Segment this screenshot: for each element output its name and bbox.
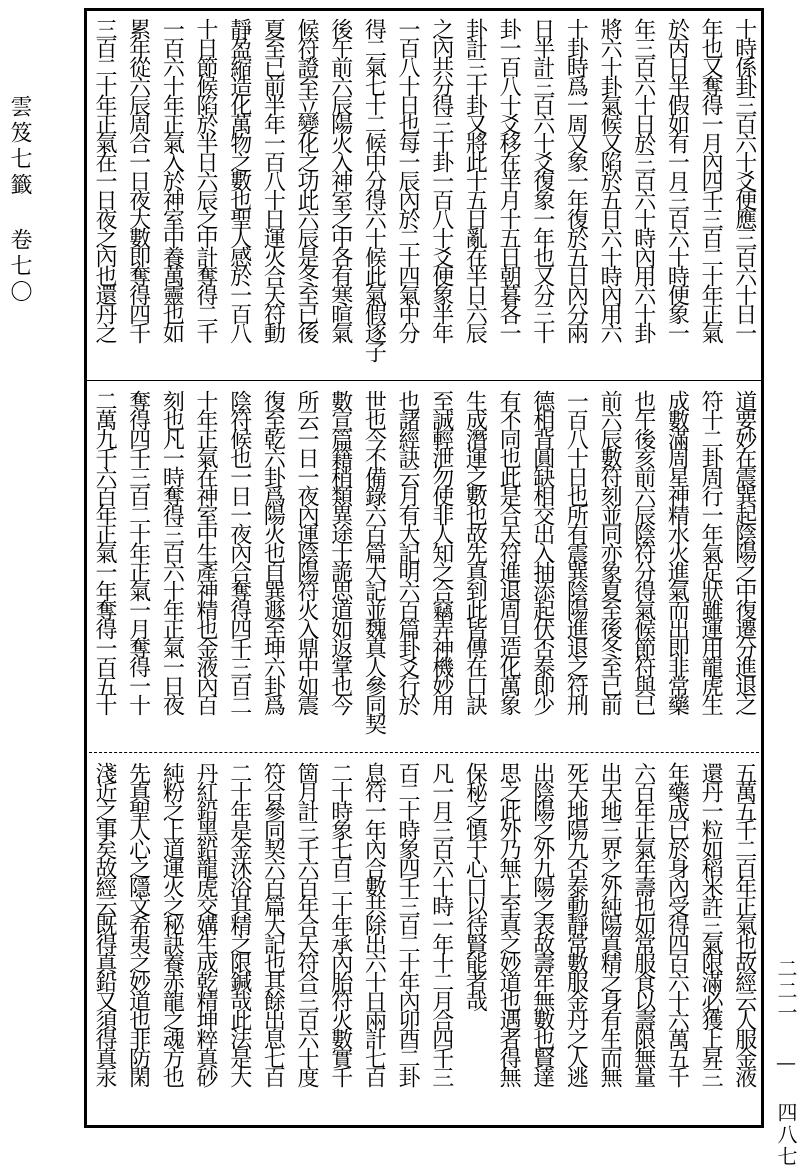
section-divider-upper <box>84 380 764 381</box>
text-column: 一百六十年正氣入於神室中養萬靈也如 <box>159 18 185 341</box>
text-section-bottom <box>90 762 758 1117</box>
text-column: 符十二卦周行一年氣足狀雖運用龍虎生 <box>698 390 724 713</box>
text-section-top <box>90 18 758 373</box>
text-column: 日半計三百六十爻復象一年也又分三十 <box>529 18 555 341</box>
text-column: 候符證至立變化之功此六辰是冬至已後 <box>294 18 320 341</box>
text-column: 奪得四千三百二十年正氣一月奪得一十 <box>125 390 151 713</box>
text-column: 累年從六辰周合一日夜大數即奪得四千 <box>125 18 151 341</box>
text-column: 一百八十日也每一辰內於二十四氣中分 <box>395 18 421 341</box>
text-column: 年三百六十日於三百六十時內用六十卦 <box>630 18 656 341</box>
text-column: 十日節候陷於半日六辰之中計奪得二千 <box>193 18 219 341</box>
text-column: 二十時象七百二十年承內胎符火數實千 <box>327 762 353 1085</box>
text-column: 至誠輕泄勿使非人知之合竊弄神機妙用 <box>428 390 454 713</box>
text-column: 出天地三界之外純陽真精之身有生而無 <box>597 762 623 1085</box>
text-column: 所云一日一夜內運陰陽符火入鼎中如震 <box>294 390 320 713</box>
text-column: 年也又奪得一月內四千三百二十年正氣 <box>698 18 724 341</box>
text-column: 刻也凡一時奪得三百六十年正氣一日夜 <box>159 390 185 713</box>
text-column: 二十年是金沐浴其精之限鍼哉此法是大 <box>226 762 252 1085</box>
text-column: 純粉之上道運火之秘訣養赤龍之魂方也 <box>159 762 185 1085</box>
text-column: 得二氣七十二候中分得六十候此氣假逐子 <box>361 18 387 360</box>
text-column: 符合參同契六百篇大記也其餘出息七百 <box>260 762 286 1085</box>
text-column: 於丙日半假如有一月三百六十時便象一 <box>664 18 690 341</box>
text-column: 靜盈縮造化萬物之數也聖人感於一百八 <box>226 18 252 341</box>
text-column: 箇月計三千六百年合天符合三百六十度 <box>294 762 320 1085</box>
text-column: 還丹一粒如稻米許三氣限滿必獲上昇三 <box>698 762 724 1085</box>
text-column: 前六辰數符刻並同亦象夏至後冬至已前 <box>597 390 623 713</box>
text-column: 卦計三十卦又將此十五日亂在半日六辰 <box>462 18 488 341</box>
text-column: 先真聖人心之隱文希夷之妙道也非防閑 <box>125 762 151 1085</box>
text-column: 丹紅鉛黑鉛龍虎交媾生成乾精坤粹真砂 <box>193 762 219 1085</box>
section-divider-lower <box>84 752 764 753</box>
text-column: 保秘之慎于心口以待賢能者哉 <box>462 762 488 1009</box>
text-column: 德相背圓缺相交出入抽添起伏否泰即少 <box>529 390 555 713</box>
text-column: 十卦時爲一周又象一年復於五日內分兩 <box>563 18 589 341</box>
text-column: 也午後亥前六辰陰符分得氣候節符與已 <box>630 390 656 713</box>
text-column: 卦一百八十爻移在半月十五日朝暮各一 <box>496 18 522 341</box>
book-title-margin: 雲笈七籤 卷七〇 <box>7 95 32 306</box>
text-column: 三百二十年正氣在一日夜之內也還丹之 <box>92 18 117 341</box>
text-column: 一百八十日也所有震巽陰陽進退之符刑 <box>563 390 589 713</box>
text-section-middle <box>90 390 758 745</box>
text-column: 死天地陽九否泰動靜常數服金丹之人逃 <box>563 762 589 1085</box>
text-column: 成數滿周星神精水火進氣而出即非常藥 <box>664 390 690 713</box>
text-column: 陰符候也一日一夜內合奪得四千三百二 <box>226 390 252 713</box>
text-column: 淺近之事矣故經云既得真鉛又須得真汞 <box>92 762 117 1085</box>
text-column: 有不同也此是合天符進退周旦造化萬象 <box>496 390 522 713</box>
page-number-margin: 二二一 — 四八七 <box>774 958 798 1168</box>
text-column: 思之此外乃無上至真之妙道也遇者得無 <box>496 762 522 1085</box>
text-column: 息符一年內合數共除出六十日兩計七百 <box>361 762 387 1085</box>
text-column: 五萬五千二百年正氣也故經云人服金液 <box>731 762 757 1085</box>
text-column: 十時係卦三百六十爻便應三百六十日一 <box>731 18 757 341</box>
text-column: 將六十卦氣候又陷於五日六十時內用六 <box>597 18 623 341</box>
text-column: 數宣篇籍稍類異途士詭思道如返掌也今 <box>327 390 353 713</box>
text-column: 後午前六辰陽火入神室之中各有寒暄氣 <box>327 18 353 341</box>
text-column: 十年正氣在神室中生產神精也金液內百 <box>193 390 219 713</box>
text-column: 六百年正氣年壽也如常服食以壽限無量 <box>630 762 656 1085</box>
text-column: 凡一月三百六十時一年十二月合四千三 <box>428 762 454 1085</box>
text-column: 二萬九千六百年正氣一年奪得一百五十 <box>92 390 117 713</box>
text-column: 世也今不備錄六百篇大記並魏真人參同契 <box>361 390 387 732</box>
text-column: 復至乾六卦爲陽火也自巽遯至坤六卦爲 <box>260 390 286 713</box>
text-column: 之內共分得三十卦一百八十爻便象半年 <box>428 18 454 341</box>
text-column: 也諸經訣云月有大記明六百篇卦爻行於 <box>395 390 421 713</box>
text-column: 出陰陽之外九陽之表故壽年無數也賢達 <box>529 762 555 1085</box>
text-column: 道要妙在震巽起陰陽之中復遷分進退之 <box>731 390 757 713</box>
text-column: 百二十時象四千三百二十年內卯酉二卦 <box>395 762 421 1085</box>
text-column: 生成潛運之數也故先真到此皆傳在口訣 <box>462 390 488 713</box>
text-column: 年藥成已於身內受得四百六十六萬五千 <box>664 762 690 1085</box>
text-column: 夏至已前半年一百八十日運火合天符動 <box>260 18 286 341</box>
